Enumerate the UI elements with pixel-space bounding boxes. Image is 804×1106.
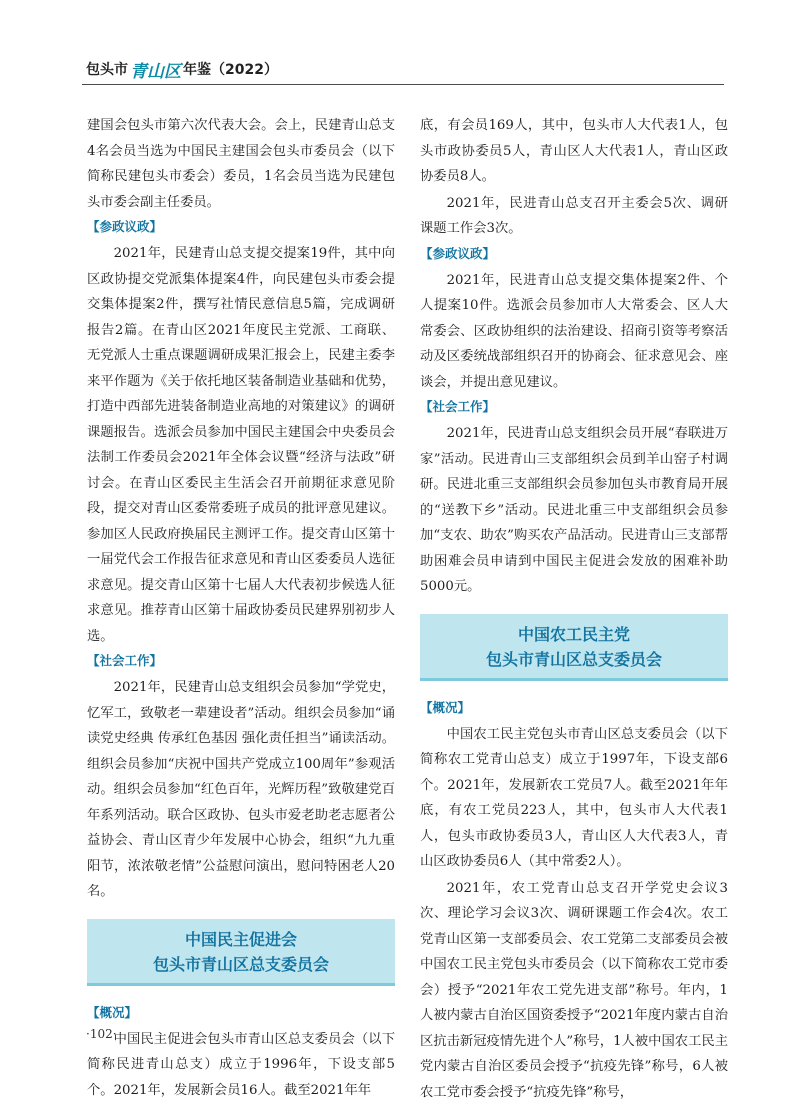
section-tag: 【概况】: [87, 1004, 138, 1020]
body-paragraph: 2021年，民建青山总支提交提案19件，其中向区政协提交党派集体提案4件，向民建包头市委会提交集体提案2件，撰写社情民意信息5篇，完成调研报告2篇。在青山区2021年度民主党派、工商联、无党派人士重点课题调研成果汇报会上，民建主委李来平作题为《关于依托地区装备制造业基础和优势，打造中西部先进装备制造业高地的对策建议》的调研课题报告。选派会员参加中国民主建国会中央委员会法制工作委员会2021年全体会议暨“经济与法政”研讨会。在青山区委民主生活会召开前期征求意见阶段，提交对青山区委常委班子成员的批评意见建议。参加区人民政府换届民主测评工作。提交青山区第十一届党代会工作报告征求意见和青山区委委员人选征求意见。提交青山区第十七届人大代表初步候选人征求意见。推荐青山区第十届政协委员民建界别初步人选。: [87, 246, 395, 644]
intro-paragraph: 建国会包头市第六次代表大会。会上，民建青山总支4名会员当选为中国民主建国会包头市委员会（以下简称民建包头市委会）委员，1名会员当选为民建包头市委会副主任委员。: [87, 118, 395, 210]
header-prefix: 包头市: [86, 62, 128, 78]
org-title-banner: [87, 919, 395, 986]
section-tag: 【社会工作】: [420, 399, 496, 414]
header-rule: [82, 84, 724, 85]
section-tag: 【概况】: [420, 699, 471, 715]
org-title-line: 中国农工民主党: [517, 624, 630, 644]
left-column: [87, 113, 395, 1104]
header-brand-logo: 青山区: [130, 61, 181, 82]
body-paragraph: 2021年，农工党青山总支召开学党史会议3次、理论学习会议3次、调研课题工作会4次。农工党青山区第一支部委员会、农工党第二支部委员会被中国农工民主党包头市委员会（以下简称农工党市委会）授予“2021年农工党先进支部”称号。年内，1人被内蒙古自治区国资委授予“2021年度内蒙古自治区抗击新冠疫情先进个人”称号，1人被中国农工民主党内蒙古自治区委员会授予“抗疫先锋”称号，6人被农工党市委会授予“抗疫先锋”称号，: [420, 880, 728, 1100]
body-paragraph: 2021年，民进青山总支组织会员开展“春联进万家”活动。民进青山三支部组织会员到羊山窑子村调研。民进北重三支部组织会员参加包头市教育局开展的“送教下乡”活动。民进北重三中支部组织会员参加“支农、助农”购买农产品活动。民进青山三支部帮助困难会员申请到中国民主促进会发放的困难补助5000元。: [420, 426, 728, 594]
running-header: [86, 58, 278, 80]
body-paragraph: 中国农工民主党包头市青山区总支委员会（以下简称农工党青山总支）成立于1997年，下设支部6个。2021年，发展新农工党员7人。截至2021年年底，有农工党员223人，其中，包头市人大代表1人，包头市政协委员3人，青山区人大代表3人，青山区政协委员6人（其中常委2人）。: [420, 726, 728, 869]
org-title-line: 包头市青山区总支委员会: [152, 954, 329, 974]
org-title-line: 包头市青山区总支委员会: [485, 649, 662, 669]
header-suffix: 年鉴（2022）: [183, 62, 278, 78]
section-tag: 【社会工作】: [87, 653, 163, 668]
right-column: [420, 113, 728, 1106]
section-tag: 【参政议政】: [87, 219, 163, 234]
body-paragraph: 2021年，民进青山总支提交集体提案2件、个人提案10件。选派会员参加市人大常委会、区人大常委会、区政协组织的法治建设、招商引资等考察活动及区委统战部组织召开的协商会、征求意见会、座谈会，并提出意见建议。: [420, 272, 728, 390]
page-number: ·102·: [86, 1027, 117, 1041]
body-paragraph: 2021年，民建青山总支组织会员参加“学党史，忆军工，致敬老一辈建设者”活动。组织会员参加“诵读党史经典 传承红色基因 强化责任担当”诵读活动。组织会员参加“庆祝中国共产党成立100周年”参观活动。组织会员参加“红色百年，光辉历程”致敬建党百年系列活动。联合区政协、包头市爱老助老志愿者公益协会、青山区青少年发展中心协会，组织“九九重阳节，浓浓敬老情”公益慰问演出，慰问特困老人20名。: [87, 680, 395, 899]
org-title-banner: [420, 614, 728, 681]
org-title-line: 中国民主促进会: [184, 929, 297, 949]
continued-paragraph: 底，有会员169人，其中，包头市人大代表1人，包头市政协委员5人，青山区人大代表1人，青山区政协委员8人。: [420, 118, 728, 184]
section-tag: 【参政议政】: [420, 245, 496, 261]
body-paragraph: 2021年，民进青山总支召开主委会5次、调研课题工作会3次。: [420, 195, 728, 236]
body-paragraph: 中国民主促进会包头市青山区总支委员会（以下简称民进青山总支）成立于1996年，下设支部5个。2021年，发展新会员16人。截至2021年年: [87, 1031, 395, 1098]
